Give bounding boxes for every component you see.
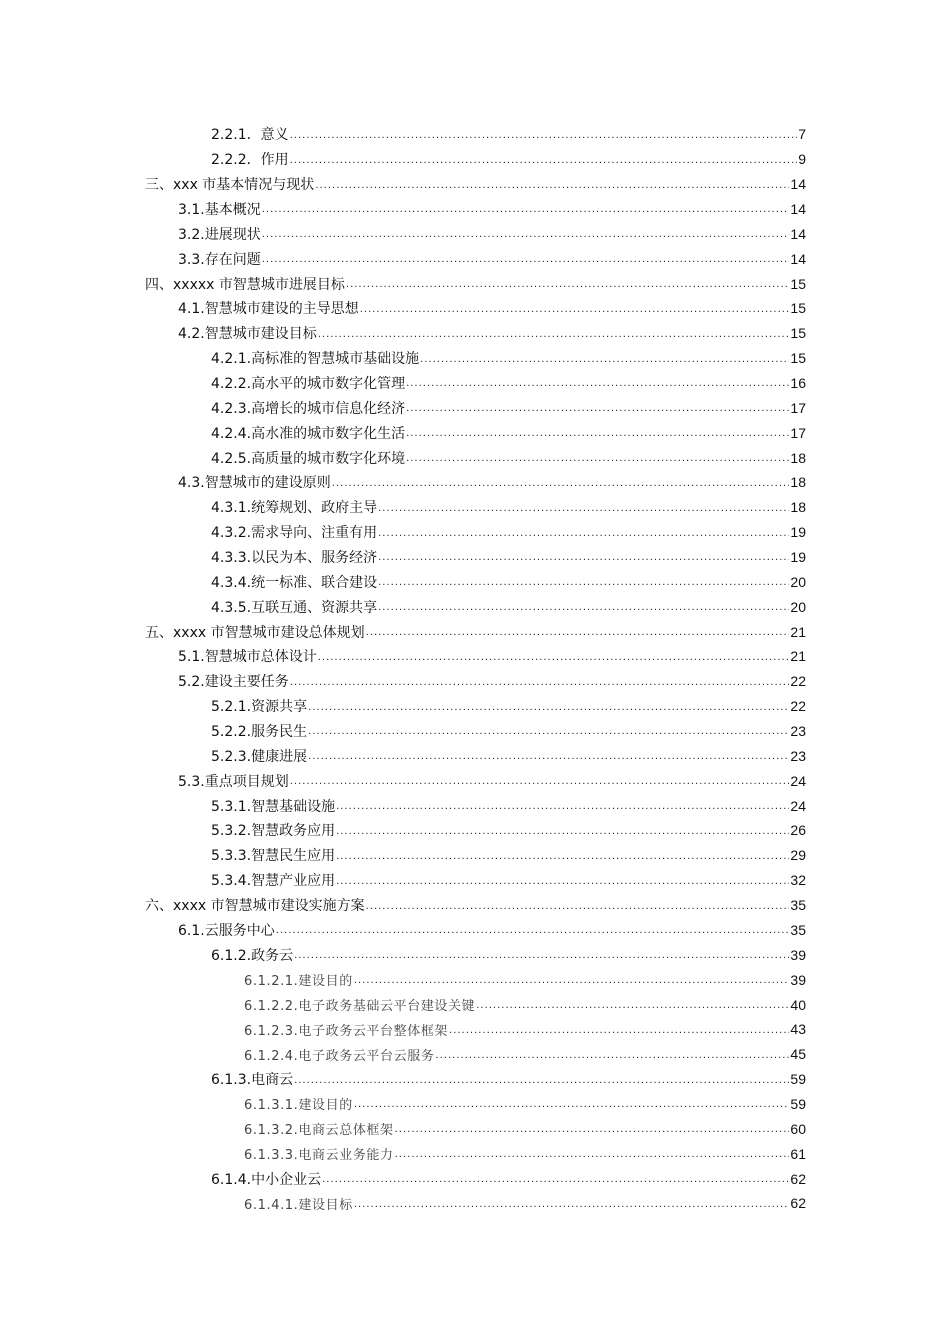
toc-entry-title: 5.2.3.健康进展	[211, 748, 308, 765]
toc-entry[interactable]	[0, 420, 950, 445]
dot-leader	[262, 229, 790, 240]
toc-entry[interactable]	[0, 1116, 950, 1141]
toc-page-number: 18	[790, 499, 806, 516]
toc-page-number: 35	[790, 921, 806, 938]
toc-entry-title: 4.3.4.统一标准、联合建设	[211, 574, 378, 591]
dot-leader	[354, 1199, 790, 1210]
toc-entry-title: 四、xxxxx 市智慧城市进展目标	[145, 276, 345, 293]
toc-page-number: 20	[790, 573, 806, 590]
toc-page-number: 39	[790, 946, 806, 963]
toc-entry[interactable]	[0, 147, 950, 172]
dot-leader	[290, 155, 798, 166]
toc-page-number: 59	[790, 1095, 806, 1112]
toc-entry-title: 6.1.4.1.建设目标	[244, 1197, 353, 1213]
toc-entry-title: 5.3.2.智慧政务应用	[211, 823, 336, 840]
dot-leader	[378, 503, 789, 514]
dot-leader	[366, 627, 790, 638]
toc-page-number: 32	[790, 872, 806, 889]
toc-entry[interactable]	[0, 545, 950, 570]
toc-page-number: 23	[790, 723, 806, 740]
toc-entry-title: 五、xxxx 市智慧城市建设总体规划	[145, 624, 365, 641]
toc-entry[interactable]	[0, 445, 950, 470]
toc-entry-title: 六、xxxx 市智慧城市建设实施方案	[145, 898, 365, 915]
dot-leader	[406, 403, 789, 414]
toc-entry[interactable]	[0, 122, 950, 147]
toc-entry[interactable]	[0, 843, 950, 868]
toc-entry-title: 4.2.智慧城市建设目标	[178, 326, 317, 343]
toc-entry[interactable]	[0, 470, 950, 495]
toc-entry[interactable]	[0, 619, 950, 644]
toc-page-number: 18	[790, 449, 806, 466]
toc-entry-title: 4.2.5.高质量的城市数字化环境	[211, 450, 406, 467]
toc-page-number: 26	[790, 822, 806, 839]
dot-leader	[318, 329, 790, 340]
dot-leader	[346, 279, 790, 290]
dot-leader	[476, 1000, 789, 1011]
toc-entry-title: 6.1.3.电商云	[211, 1072, 294, 1089]
dot-leader	[378, 577, 789, 588]
toc-entry[interactable]	[0, 868, 950, 893]
toc-page-number: 21	[790, 623, 806, 640]
toc-entry[interactable]	[0, 569, 950, 594]
dot-leader	[290, 677, 790, 688]
toc-entry-title: 4.3.3.以民为本、服务经济	[211, 550, 378, 567]
toc-entry-title: 4.2.3.高增长的城市信息化经济	[211, 400, 406, 417]
toc-page-number: 62	[790, 1170, 806, 1187]
toc-page-number: 59	[790, 1071, 806, 1088]
toc-entry-title: 5.3.4.智慧产业应用	[211, 873, 336, 890]
dot-leader	[276, 925, 790, 936]
toc-page-number: 17	[790, 399, 806, 416]
dot-leader	[262, 254, 790, 265]
toc-entry[interactable]	[0, 321, 950, 346]
toc-page-number: 40	[790, 996, 806, 1013]
toc-entry-title: 5.3.3.智慧民生应用	[211, 848, 336, 865]
toc-entry-title: 4.3.2.需求导向、注重有用	[211, 525, 378, 542]
dot-leader	[354, 975, 790, 986]
toc-entry[interactable]	[0, 644, 950, 669]
toc-entry[interactable]	[0, 1191, 950, 1216]
toc-entry[interactable]	[0, 495, 950, 520]
toc-entry-title: 5.2.2.服务民生	[211, 724, 308, 741]
toc-page-number: 35	[790, 897, 806, 914]
toc-entry-title: 4.2.4.高水准的城市数字化生活	[211, 425, 406, 442]
toc-page-number: 24	[790, 797, 806, 814]
dot-leader	[336, 876, 789, 887]
toc-entry-title: 4.1.智慧城市建设的主导思想	[178, 301, 359, 318]
toc-entry-title: 6.1.2.4.电子政务云平台云服务	[244, 1048, 435, 1064]
dot-leader	[435, 1050, 789, 1061]
toc-entry-title: 5.3.重点项目规划	[178, 773, 289, 790]
dot-leader	[378, 552, 789, 563]
toc-entry-title: 4.3.智慧城市的建设原则	[178, 475, 331, 492]
toc-entry[interactable]	[0, 1166, 950, 1191]
toc-entry[interactable]	[0, 1141, 950, 1166]
toc-page-number: 7	[798, 126, 806, 143]
dot-leader	[308, 702, 789, 713]
toc-page-number: 15	[790, 275, 806, 292]
toc-entry-title: 5.2.建设主要任务	[178, 674, 289, 691]
toc-entry-title: 6.1.2.1.建设目的	[244, 974, 353, 990]
dot-leader	[294, 950, 789, 961]
dot-leader	[406, 378, 789, 389]
dot-leader	[366, 901, 790, 912]
toc-entry[interactable]	[0, 942, 950, 967]
toc-entry-title: 6.1.云服务中心	[178, 922, 275, 939]
dot-leader	[336, 851, 789, 862]
toc-page-number: 22	[790, 673, 806, 690]
dot-leader	[378, 602, 789, 613]
toc-page-number: 14	[790, 250, 806, 267]
toc-page-number: 15	[790, 300, 806, 317]
dot-leader	[315, 180, 789, 191]
toc-page-number: 39	[790, 971, 806, 988]
toc-entry[interactable]	[0, 1042, 950, 1067]
dot-leader	[322, 1174, 789, 1185]
toc-page-number: 24	[790, 772, 806, 789]
toc-entry[interactable]	[0, 1092, 950, 1117]
toc-entry-title: 6.1.3.3.电商云业务能力	[244, 1148, 394, 1164]
toc-entry[interactable]	[0, 818, 950, 843]
toc-entry-title: 2.2.2．作用	[211, 152, 289, 169]
toc-entry-title: 2.2.1．意义	[211, 127, 289, 144]
toc-entry[interactable]	[0, 793, 950, 818]
toc-entry-title: 三、xxx 市基本情况与现状	[145, 177, 315, 194]
toc-entry[interactable]	[0, 221, 950, 246]
dot-leader	[336, 801, 789, 812]
dot-leader	[308, 726, 789, 737]
dot-leader	[290, 776, 790, 787]
toc-entry[interactable]	[0, 694, 950, 719]
toc-entry[interactable]	[0, 719, 950, 744]
toc-entry-title: 6.1.2.2.电子政务基础云平台建设关键	[244, 999, 476, 1014]
toc-entry-title: 6.1.2.政务云	[211, 947, 294, 964]
toc-entry[interactable]	[0, 992, 950, 1017]
toc-page-number: 16	[790, 375, 806, 392]
toc-page-number: 14	[790, 201, 806, 217]
toc-page-number: 20	[790, 598, 806, 615]
toc-entry-title: 3.3.存在问题	[178, 251, 261, 268]
toc-entry-title: 6.1.2.3.电子政务云平台整体框架	[244, 1023, 449, 1039]
toc-entry-title: 5.3.1.智慧基础设施	[211, 798, 336, 815]
toc-entry-title: 3.1.基本概况	[178, 202, 261, 218]
toc-entry[interactable]	[0, 967, 950, 992]
dot-leader	[395, 1124, 790, 1135]
dot-leader	[294, 1075, 789, 1086]
toc-entry[interactable]	[0, 197, 950, 222]
toc-page-number: 14	[790, 225, 806, 242]
toc-entry[interactable]	[0, 1067, 950, 1092]
toc-entry-title: 6.1.4.中小企业云	[211, 1171, 322, 1188]
toc-page-number: 19	[790, 549, 806, 566]
toc-entry-title: 3.2.进展现状	[178, 226, 261, 243]
toc-page-number: 15	[790, 325, 806, 342]
dot-leader	[406, 453, 789, 464]
toc-page-number: 61	[790, 1145, 806, 1162]
toc-entry-title: 5.1.智慧城市总体设计	[178, 649, 317, 666]
toc-entry[interactable]	[0, 768, 950, 793]
toc-page-number: 17	[790, 424, 806, 441]
dot-leader	[406, 428, 789, 439]
dot-leader	[308, 751, 789, 762]
toc-entry[interactable]	[0, 172, 950, 197]
toc-page-number: 62	[790, 1195, 806, 1212]
toc-entry-title: 4.3.5.互联互通、资源共享	[211, 599, 378, 616]
toc-entry[interactable]	[0, 669, 950, 694]
toc-page-number: 60	[790, 1120, 806, 1137]
toc-page-number: 23	[790, 747, 806, 764]
dot-leader	[332, 478, 790, 489]
dot-leader	[378, 528, 789, 539]
dot-leader	[395, 1149, 790, 1160]
dot-leader	[354, 1099, 790, 1110]
dot-leader	[262, 204, 790, 215]
toc-entry-title: 4.2.2.高水平的城市数字化管理	[211, 376, 406, 393]
toc-page-number: 14	[790, 176, 806, 193]
toc-page-number: 21	[790, 648, 806, 665]
dot-leader	[449, 1025, 789, 1036]
toc-entry[interactable]	[0, 395, 950, 420]
toc-entry[interactable]	[0, 346, 950, 371]
toc-entry[interactable]	[0, 371, 950, 396]
toc-page-number: 45	[790, 1046, 806, 1063]
toc-page-number: 29	[790, 847, 806, 864]
toc-entry[interactable]	[0, 1017, 950, 1042]
toc-page-number: 19	[790, 524, 806, 541]
toc-page-number: 43	[790, 1021, 806, 1038]
toc-entry-title: 5.2.1.资源共享	[211, 699, 308, 716]
toc-page-number: 18	[790, 474, 806, 491]
dot-leader	[360, 304, 790, 315]
toc-entry[interactable]	[0, 246, 950, 271]
dot-leader	[290, 130, 798, 141]
toc-page-number: 22	[790, 698, 806, 715]
toc-entry[interactable]	[0, 893, 950, 918]
toc-entry[interactable]	[0, 520, 950, 545]
toc-entry[interactable]	[0, 743, 950, 768]
toc-entry-title: 4.3.1.统筹规划、政府主导	[211, 500, 378, 517]
toc-entry[interactable]	[0, 271, 950, 296]
toc-entry[interactable]	[0, 918, 950, 943]
dot-leader	[336, 826, 789, 837]
toc-entry-title: 6.1.3.2.电商云总体框架	[244, 1123, 394, 1139]
toc-entry-title: 6.1.3.1.建设目的	[244, 1098, 353, 1114]
toc-entry[interactable]	[0, 296, 950, 321]
toc-entry[interactable]	[0, 594, 950, 619]
dot-leader	[318, 652, 790, 663]
toc-page-number: 15	[790, 350, 806, 367]
dot-leader	[420, 354, 789, 365]
table-of-contents	[0, 122, 950, 1216]
toc-entry-title: 4.2.1.高标准的智慧城市基础设施	[211, 351, 420, 368]
toc-page-number: 9	[798, 151, 806, 168]
